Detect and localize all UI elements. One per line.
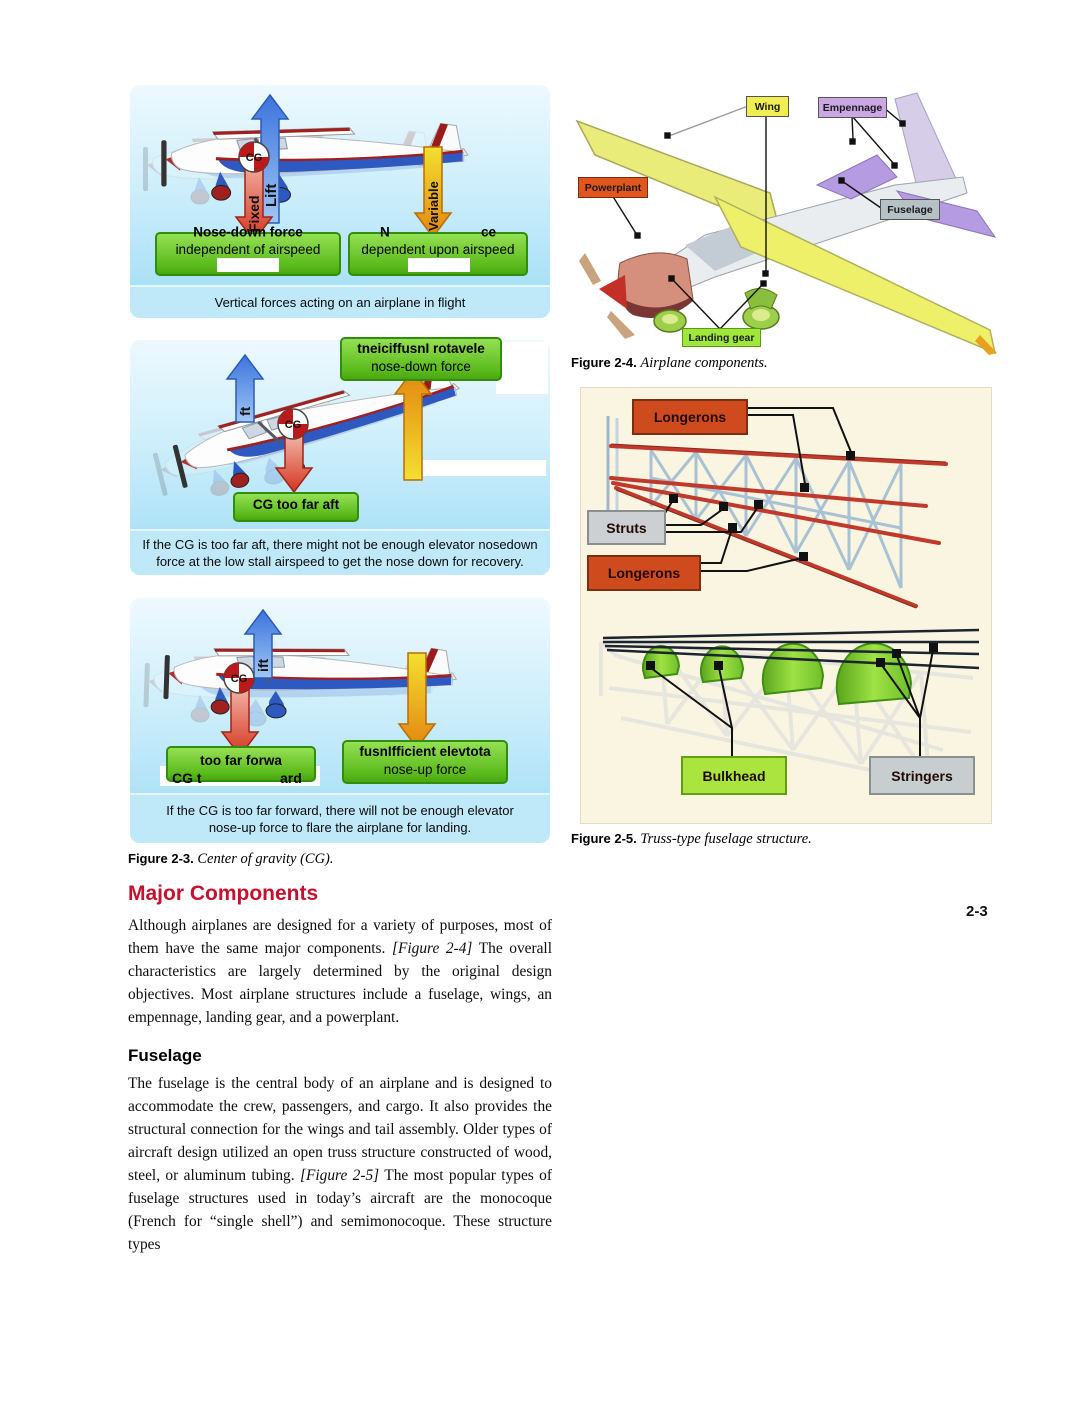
empennage-label <box>818 97 887 118</box>
figure-2-3-caption <box>128 851 334 868</box>
variable-force-sub: dependent upon airspeed <box>361 242 515 257</box>
landing-gear-label <box>682 328 761 347</box>
variable-force-title-right: ce <box>480 224 496 240</box>
lift-arrow-label: Lift <box>263 183 280 207</box>
longerons-bottom-text: Longerons <box>607 565 681 581</box>
variable-force-title-left: N <box>380 224 390 240</box>
cg-too-far-aft-label <box>233 492 359 522</box>
nose-down-force-title: Nose-down force <box>193 224 303 240</box>
figure-2-4 <box>565 85 1020 357</box>
scan-artifact <box>408 258 470 272</box>
insufficient-elevator-sub: nose-up force <box>383 761 467 777</box>
figure-2-3-panel-2 <box>130 340 550 575</box>
panel1-caption <box>130 285 550 318</box>
insufficient-elevator-label <box>342 740 508 784</box>
panel3-caption-line2: nose-up force to flare the airplane for landing. <box>208 820 472 835</box>
figure-2-5-caption <box>571 831 812 848</box>
cg-too-far-aft-text: CG too far aft <box>252 497 340 512</box>
figure-2-3-caption-text: Center of gravity (CG). <box>197 851 334 867</box>
panel2-caption-line2: force at the low stall airspeed to get the nose down for recovery. <box>156 554 524 569</box>
figure-2-4-caption-label: Figure 2-4. <box>571 355 637 370</box>
cg-forward-fragment-left: CG t <box>172 770 202 786</box>
panel2-caption <box>130 529 550 575</box>
lift-arrow-label: ift <box>255 658 271 672</box>
powerplant-label <box>578 177 648 198</box>
struts-text: Struts <box>606 519 647 536</box>
cg-forward-title: too far forwa <box>200 753 282 768</box>
figure-2-5-reference: [Figure 2-5] <box>299 1167 380 1184</box>
fixed-arrow-label: Fixed <box>246 195 262 232</box>
longerons-top-label <box>632 399 748 435</box>
scan-artifact <box>416 460 546 476</box>
cg-marker-label: CG <box>284 419 302 431</box>
figure-2-3-caption-label: Figure 2-3. <box>128 851 194 866</box>
landing-gear-label-text: Landing gear <box>688 331 755 344</box>
lift-arrow-label: ft <box>237 406 253 416</box>
variable-arrow-label: Variable <box>426 181 441 231</box>
nose-down-force-sub: independent of airspeed <box>175 242 321 257</box>
paragraph-text: The overall characteristics are largely determined by the original design objectives. Most airplane structures include a fuselage, wings, an empennage, landing gear, and a powerplant. <box>128 940 552 1026</box>
stringers-text: Stringers <box>891 767 953 784</box>
panel1-caption-text: Vertical forces acting on an airplane in flight <box>214 294 466 310</box>
struts-label <box>587 510 666 545</box>
figure-2-5-caption-text: Truss-type fuselage structure. <box>640 831 812 847</box>
scan-artifact <box>496 342 548 394</box>
page-number: 2-3 <box>966 903 988 920</box>
airplane-components-illustration <box>565 85 1020 357</box>
paragraph-text: Although airplanes are designed for a variety of purposes, most of them have the same major components. <box>128 917 552 957</box>
cg-marker-label: CG <box>245 152 263 164</box>
empennage-label-text: Empennage <box>822 101 883 114</box>
fuselage-paragraph <box>128 1072 552 1256</box>
fuselage-heading: Fuselage <box>128 1046 202 1065</box>
wing-label <box>746 96 789 117</box>
fuselage-label <box>880 199 940 220</box>
figure-2-5-caption-label: Figure 2-5. <box>571 831 637 846</box>
panel3-caption <box>130 793 550 843</box>
variable-force-label <box>348 224 528 276</box>
cg-forward-fragment-right: ard <box>280 770 302 786</box>
figure-2-5 <box>580 387 992 824</box>
insufficient-elevator-title: fusnIfficient elevtota <box>359 744 491 759</box>
figure-2-4-reference: [Figure 2-4] <box>391 940 473 957</box>
insufficient-elevator-title: tneiciffusnI rotavele <box>357 341 485 356</box>
figure-2-4-caption-text: Airplane components. <box>640 355 768 371</box>
panel2-caption-line1: If the CG is too far aft, there might not be enough elevator nosedown <box>142 536 538 552</box>
cg-marker-label: CG <box>230 673 248 685</box>
major-components-heading: Major Components <box>128 882 319 905</box>
major-components-paragraph <box>128 914 552 1029</box>
paragraph-text: The most popular types of fuselage structures used in today’s aircraft are the monocoque (French for “single shell”) and semimonocoque. These structure types <box>128 1167 552 1253</box>
figure-2-4-caption <box>571 355 768 372</box>
longerons-top-text: Longerons <box>653 409 727 425</box>
fuselage-label-text: Fuselage <box>887 203 933 216</box>
powerplant-label-text: Powerplant <box>584 181 642 194</box>
variable-force-title <box>350 225 526 242</box>
paragraph-text: The fuselage is the central body of an airplane and is designed to accommodate the crew, passengers, and cargo. It also provides the structural connection for the wings and tail assembly. Older types of aircraft design utilized an open truss structure constructed of wood, steel, or aluminum tubing. <box>128 1075 552 1184</box>
scan-artifact <box>217 258 279 272</box>
nose-down-force-label <box>155 224 341 276</box>
bulkhead-label <box>681 756 787 795</box>
panel3-caption-line1: If the CG is too far forward, there will not be enough elevator <box>166 802 514 818</box>
bulkhead-text: Bulkhead <box>702 767 766 784</box>
wing-label-text: Wing <box>754 100 781 113</box>
insufficient-elevator-label <box>340 337 502 381</box>
figure-2-3-panel-1 <box>130 85 550 318</box>
stringers-label <box>869 756 975 795</box>
longerons-bottom-label <box>587 555 701 591</box>
figure-2-3-panel-3 <box>130 598 550 843</box>
insufficient-elevator-sub: nose-down force <box>371 358 471 374</box>
